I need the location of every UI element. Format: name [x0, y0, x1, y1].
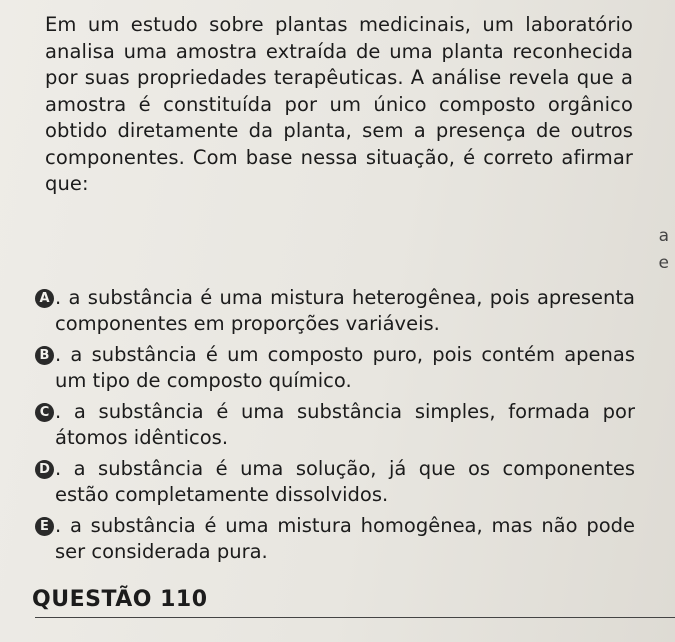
option-e-text: . a substância é uma mistura homogênea, mas não pode ser considerada pura. [55, 514, 635, 563]
option-d-bubble[interactable]: D [35, 460, 54, 479]
option-c-text: . a substância é uma substância simples, formada por átomos idênticos. [55, 400, 635, 449]
option-e-bubble[interactable]: E [35, 517, 54, 536]
option-b-text: . a substância é um composto puro, pois contém apenas um tipo de composto químico. [55, 343, 635, 392]
option-a[interactable] [35, 285, 635, 337]
question-stem: Em um estudo sobre plantas medicinais, um laboratório analisa uma amostra extraída de uma planta reconhecida por suas propriedades terapêuticas. A análise revela que a amostra é constituída por um único composto orgânico obtido diretamente da planta, sem a presença de outros componentes. Com base nessa situação, é correto afirmar que: [45, 13, 633, 195]
answer-options [35, 285, 635, 570]
option-c-bubble[interactable]: C [35, 403, 54, 422]
option-b[interactable] [35, 342, 635, 394]
option-d-text: . a substância é uma solução, já que os componentes estão completamente dissolvidos. [55, 457, 635, 506]
option-b-bubble[interactable]: B [35, 346, 54, 365]
edge-letter-a: a [658, 226, 669, 246]
heading-rule [35, 617, 675, 618]
option-d[interactable] [35, 456, 635, 508]
option-a-text: . a substância é uma mistura heterogênea, pois apresenta componentes em proporções variáveis. [55, 286, 635, 335]
edge-letter-e: e [658, 253, 669, 273]
next-question-heading: QUESTÃO 110 [32, 587, 208, 612]
option-e[interactable] [35, 513, 635, 565]
option-c[interactable] [35, 399, 635, 451]
option-a-bubble[interactable]: A [35, 289, 54, 308]
